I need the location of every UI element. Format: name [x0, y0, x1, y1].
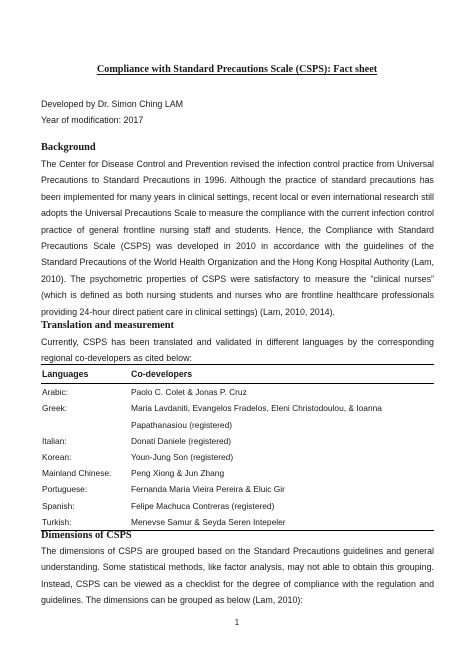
table-row [41, 465, 434, 481]
co-developer-cell: Maria Lavdaniti, Evangelos Fradelos, Eleni Christodoulou, & Ioanna Papathanasiou (registered) [131, 403, 382, 430]
co-developer-cell: Paolo C. Colet & Jonas P. Cruz [131, 387, 247, 398]
languages-header: Languages [41, 365, 130, 384]
co-developer-cell: Donati Daniele (registered) [131, 435, 232, 446]
table-row [41, 449, 434, 465]
table-row [41, 498, 434, 514]
developer-line: Developed by Dr. Simon Ching LAM [41, 99, 184, 109]
co-developer-cell: Menevse Samur & Seyda Seren Intepeler [130, 514, 434, 531]
translation-heading: Translation and measurement [41, 320, 174, 331]
language-cell: Spanish: [42, 500, 75, 511]
language-cell: Portuguese: [42, 484, 88, 495]
dimensions-text: The dimensions of CSPS are grouped based on the Standard Precautions guidelines and general understanding. Some statistical methods, like factor analysis, may not able to obtain this grouping. Instead, CSPS can be viewed as a checklist for the degree of compliance with the regulation and guidelines. The dimensions can be grouped as below (Lam, 2010): [41, 546, 434, 606]
page-number: 1 [234, 618, 240, 627]
language-cell: Korean: [42, 452, 72, 463]
language-cell: Arabic: [42, 387, 69, 398]
dimensions-heading: Dimensions of CSPS [41, 530, 132, 541]
co-developers-header: Co-developers [130, 365, 434, 384]
table-header-row [41, 365, 434, 384]
co-developer-cell: Peng Xiong & Jun Zhang [131, 468, 225, 479]
table-row [41, 384, 434, 401]
table-row [41, 400, 434, 432]
table-row [41, 433, 434, 449]
translation-intro: Currently, CSPS has been translated and validated in different languages by the corresponding regional co-developers as cited below: [41, 337, 434, 364]
co-developers-table [41, 364, 434, 531]
table-row [41, 481, 434, 497]
language-cell: Greek: [42, 403, 68, 414]
translation-paragraph [41, 334, 434, 367]
modification-line: Year of modification: 2017 [41, 115, 144, 126]
language-cell: Italian: [42, 435, 67, 446]
page-title: Compliance with Standard Precautions Scale (CSPS): Fact sheet [96, 64, 378, 75]
document-meta [41, 96, 183, 129]
language-cell: Turkish: [41, 514, 130, 531]
co-developer-cell: Fernanda Maria Vieira Pereira & Eluic Gir [131, 484, 285, 495]
dimensions-paragraph [41, 543, 434, 609]
background-text: The Center for Disease Control and Prevention revised the infection control practice from Universal Precautions to Standard Precautions in 1996. Although the practice of standard precautions has been implemented for many years in clinical settings, recent local or even international research still adopts the Universal Precautions Scale to measure the compliance with the current infection control practice of general frontline nursing staff and students. Hence, the Compliance with Standard Precautions Scale (CSPS) was developed in 2010 in accordance with the guidelines of the Standard Precautions of the World Health Organization and the Hong Kong Hospital Authority (Lam, 2010). The psychometric properties of CSPS were satisfactory to measure the “clinical nurses” (which is defined as both nursing students and nurses who are frontline healthcare professionals providing 24-hour direct patient care in clinical settings) (Lam, 2010, 2014). [41, 159, 434, 317]
co-developer-cell: Felipe Machuca Contreras (registered) [131, 500, 275, 511]
background-paragraph [41, 156, 434, 320]
co-developer-cell: Youn-Jung Son (registered) [131, 452, 234, 463]
background-heading: Background [41, 142, 96, 153]
language-cell: Mainland Chinese: [42, 468, 112, 479]
